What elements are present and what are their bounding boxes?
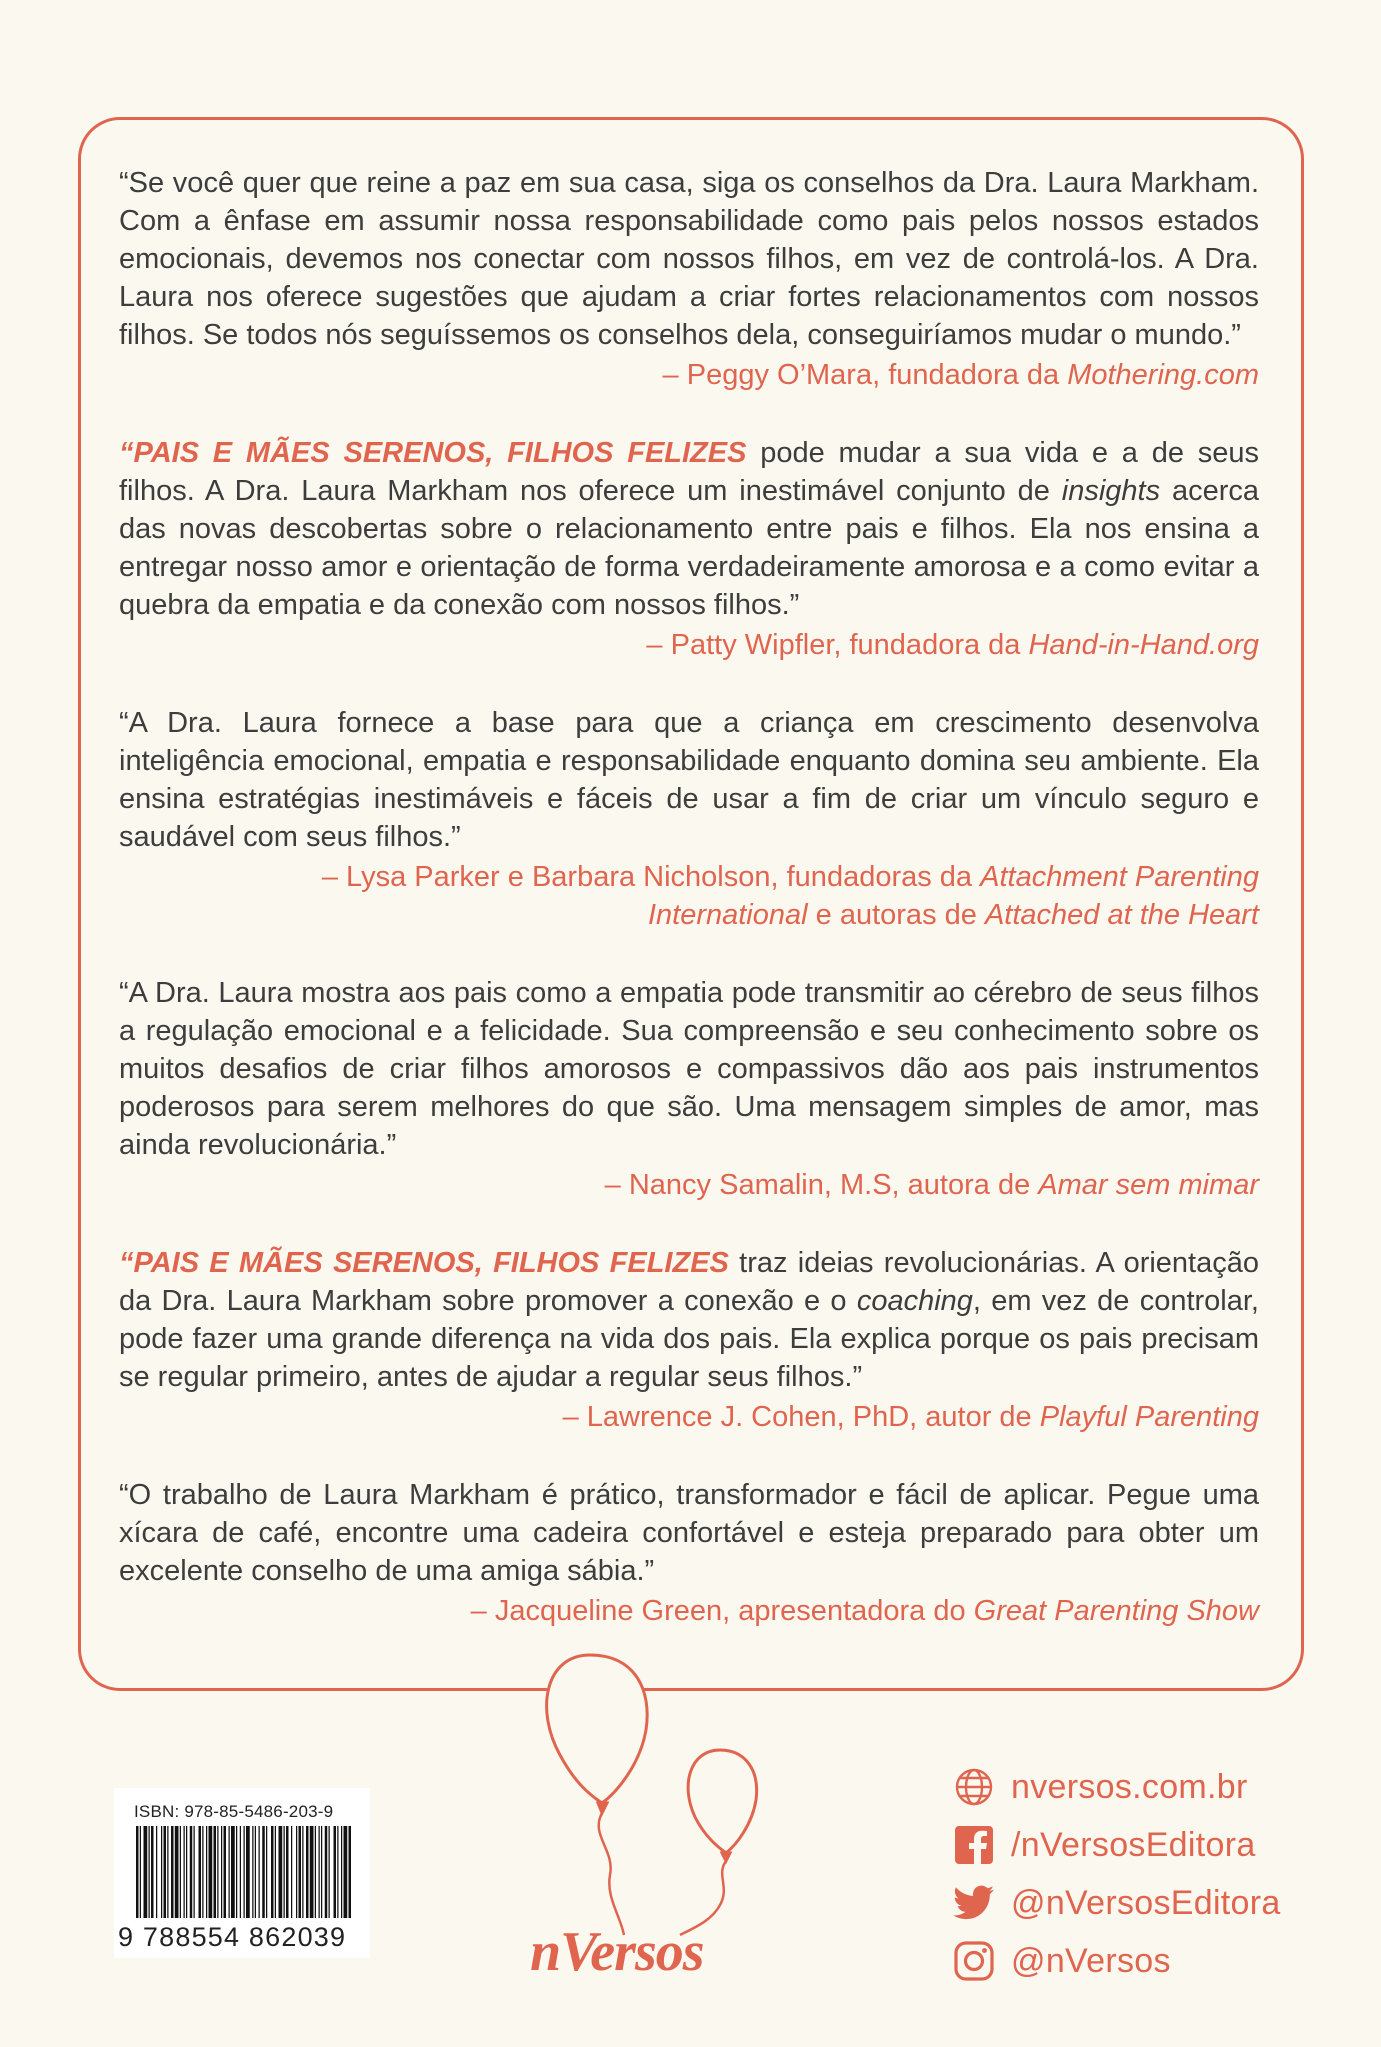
quote-text: “PAIS E MÃES SERENOS, FILHOS FELIZES pode mudar a sua vida e a de seus filhos. A Dra. Laura Markham nos oferece um inestimável conjunto de insights acerca das novas descobertas sobre o relacionamento entre pais e filhos. Ela nos ensina a entregar nosso amor e orientação de forma verdadeiramente amorosa e a como evitar a quebra da empatia e da conexão com nossos filhos.”: [119, 437, 1259, 621]
barcode-bar: [349, 1826, 352, 1918]
barcode-bar: [194, 1826, 195, 1918]
barcode-bar: [167, 1826, 168, 1918]
barcode-bar: [156, 1826, 157, 1918]
barcode-bar: [284, 1826, 285, 1918]
barcode-bar: [202, 1826, 203, 1918]
barcode-bar: [140, 1826, 141, 1918]
contact-facebook[interactable]: [953, 1816, 1281, 1874]
facebook-link[interactable]: /nVersosEditora: [1011, 1825, 1256, 1864]
instagram-link[interactable]: @nVersos: [1011, 1941, 1171, 1980]
instagram-icon: [953, 1940, 995, 1982]
barcode-bar: [206, 1826, 207, 1918]
barcode-bar: [329, 1826, 330, 1918]
barcode-bar: [337, 1826, 338, 1918]
barcode-bar: [221, 1826, 222, 1918]
barcode-bar: [186, 1826, 187, 1918]
contact-twitter[interactable]: [953, 1874, 1281, 1932]
contact-list: [953, 1758, 1281, 1990]
barcode-bar: [310, 1826, 314, 1918]
quote-attribution: – Lysa Parker e Barbara Nicholson, fundadoras da Attachment Parenting International e autoras de Attached at the Heart: [321, 861, 1259, 931]
barcode-bar: [214, 1826, 217, 1918]
barcode-bar: [259, 1826, 260, 1918]
barcode-bar: [266, 1826, 267, 1918]
barcode-bar: [315, 1826, 316, 1918]
barcode-bar: [149, 1826, 150, 1918]
barcode-bar: [236, 1826, 237, 1918]
barcode-bar: [325, 1826, 328, 1918]
facebook-icon: [953, 1824, 995, 1866]
isbn-digits: 9 788554 862039: [118, 1922, 347, 1952]
book-title: “PAIS E MÃES SERENOS, FILHOS FELIZES: [119, 1247, 729, 1279]
barcode-bar: [217, 1826, 218, 1918]
barcode-bar: [344, 1826, 348, 1918]
barcode-bar: [199, 1826, 202, 1918]
barcode-bar: [246, 1826, 250, 1918]
endorsement-6: [119, 1476, 1259, 1630]
balloons-illustration: [520, 1635, 780, 1945]
barcode: [134, 1826, 356, 1924]
barcode-bar: [302, 1826, 303, 1918]
barcode-bar: [255, 1826, 256, 1918]
endorsement-5: [119, 1244, 1259, 1436]
barcode-bar: [286, 1826, 289, 1918]
quote-text: “A Dra. Laura fornece a base para que a criança em crescimento desenvolva inteligência emocional, empatia e responsabilidade enquanto domina seu ambiente. Ela ensina estratégias inestimáveis e fáceis de usar a fim de criar um vínculo seguro e saudável com seus filhos.”: [119, 707, 1259, 853]
contact-instagram[interactable]: [953, 1932, 1281, 1990]
quote-attribution: – Lawrence J. Cohen, PhD, autor de Playful Parenting: [562, 1401, 1259, 1433]
quote-text: “PAIS E MÃES SERENOS, FILHOS FELIZES traz ideias revolucionárias. A orientação da Dra. Laura Markham sobre promover a conexão e o coaching, em vez de controlar, pode fazer uma grande diferença na vida dos pais. Ela explica porque os pais precisam se regular primeiro, antes de ajudar a regular seus filhos.”: [119, 1247, 1259, 1393]
barcode-bar: [279, 1826, 283, 1918]
contact-website[interactable]: [953, 1758, 1281, 1816]
book-title: “PAIS E MÃES SERENOS, FILHOS FELIZES: [119, 437, 747, 469]
barcode-bar: [136, 1826, 139, 1918]
twitter-icon: [953, 1882, 995, 1924]
barcode-bar: [244, 1826, 245, 1918]
barcode-bar: [299, 1826, 302, 1918]
endorsement-4: [119, 974, 1259, 1204]
barcode-bar: [229, 1826, 230, 1918]
barcode-bar: [151, 1826, 154, 1918]
barcode-bar: [240, 1826, 241, 1918]
publisher-logo: nVersos: [530, 1921, 704, 1983]
website-link[interactable]: nversos.com.br: [1011, 1767, 1248, 1806]
globe-icon: [953, 1766, 995, 1808]
barcode-bar: [180, 1826, 181, 1918]
quote-attribution: – Peggy O’Mara, fundadora da Mothering.com: [662, 359, 1259, 391]
barcode-bar: [321, 1826, 322, 1918]
barcode-bar: [161, 1826, 162, 1918]
barcode-bar: [184, 1826, 185, 1918]
barcode-bar: [175, 1826, 179, 1918]
barcode-bar: [231, 1826, 235, 1918]
endorsements: [119, 164, 1259, 1670]
isbn-label: ISBN: 978-85-5486-203-9: [134, 1802, 334, 1821]
barcode-bar: [319, 1826, 320, 1918]
barcode-bar: [262, 1826, 265, 1918]
barcode-bar: [144, 1826, 148, 1918]
endorsement-2: [119, 434, 1259, 664]
barcode-bar: [296, 1826, 297, 1918]
quote-text: “Se você quer que reine a paz em sua casa, siga os conselhos da Dra. Laura Markham. Com a ênfase em assumir nossa responsabilidade como pais pelos nossos estados emocionais, devemos nos conectar com nossos filhos, em vez de controlá-los. A Dra. Laura nos oferece sugestões que ajudam a criar fortes relacionamentos com nossos filhos. Se todos nós seguíssemos os conselhos dela, conseguiríamos mudar o mundo.”: [119, 167, 1259, 351]
endorsement-3: [119, 704, 1259, 934]
barcode-bar: [291, 1826, 292, 1918]
quote-attribution: – Nancy Samalin, M.S, autora de Amar sem mimar: [604, 1169, 1259, 1201]
barcode-bar: [252, 1826, 253, 1918]
barcode-bar: [275, 1826, 276, 1918]
endorsement-1: [119, 164, 1259, 394]
barcode-bar: [190, 1826, 193, 1918]
barcode-bar: [271, 1826, 274, 1918]
barcode-bar: [164, 1826, 167, 1918]
barcode-bar: [209, 1826, 213, 1918]
quote-attribution: – Jacqueline Green, apresentadora do Great Parenting Show: [470, 1595, 1259, 1627]
quote-attribution: – Patty Wipfler, fundadora da Hand-in-Hand.org: [646, 629, 1259, 661]
barcode-bar: [306, 1826, 309, 1918]
barcode-bar: [334, 1826, 337, 1918]
twitter-link[interactable]: @nVersosEditora: [1011, 1883, 1281, 1922]
barcode-bar: [224, 1826, 227, 1918]
barcode-bar: [341, 1826, 342, 1918]
barcode-bar: [171, 1826, 174, 1918]
quote-text: “A Dra. Laura mostra aos pais como a empatia pode transmitir ao cérebro de seus filhos a regulação emocional e a felicidade. Sua compreensão e seu conhecimento sobre os muitos desafios de criar filhos amorosos e compassivos dão aos pais instrumentos poderosos para serem melhores do que são. Uma mensagem simples de amor, mas ainda revolucionária.”: [119, 977, 1259, 1161]
quote-text: “O trabalho de Laura Markham é prático, transformador e fácil de aplicar. Pegue uma xícara de café, encontre uma cadeira confortável e esteja preparado para obter um excelente conselho de uma amiga sábia.”: [119, 1479, 1259, 1587]
